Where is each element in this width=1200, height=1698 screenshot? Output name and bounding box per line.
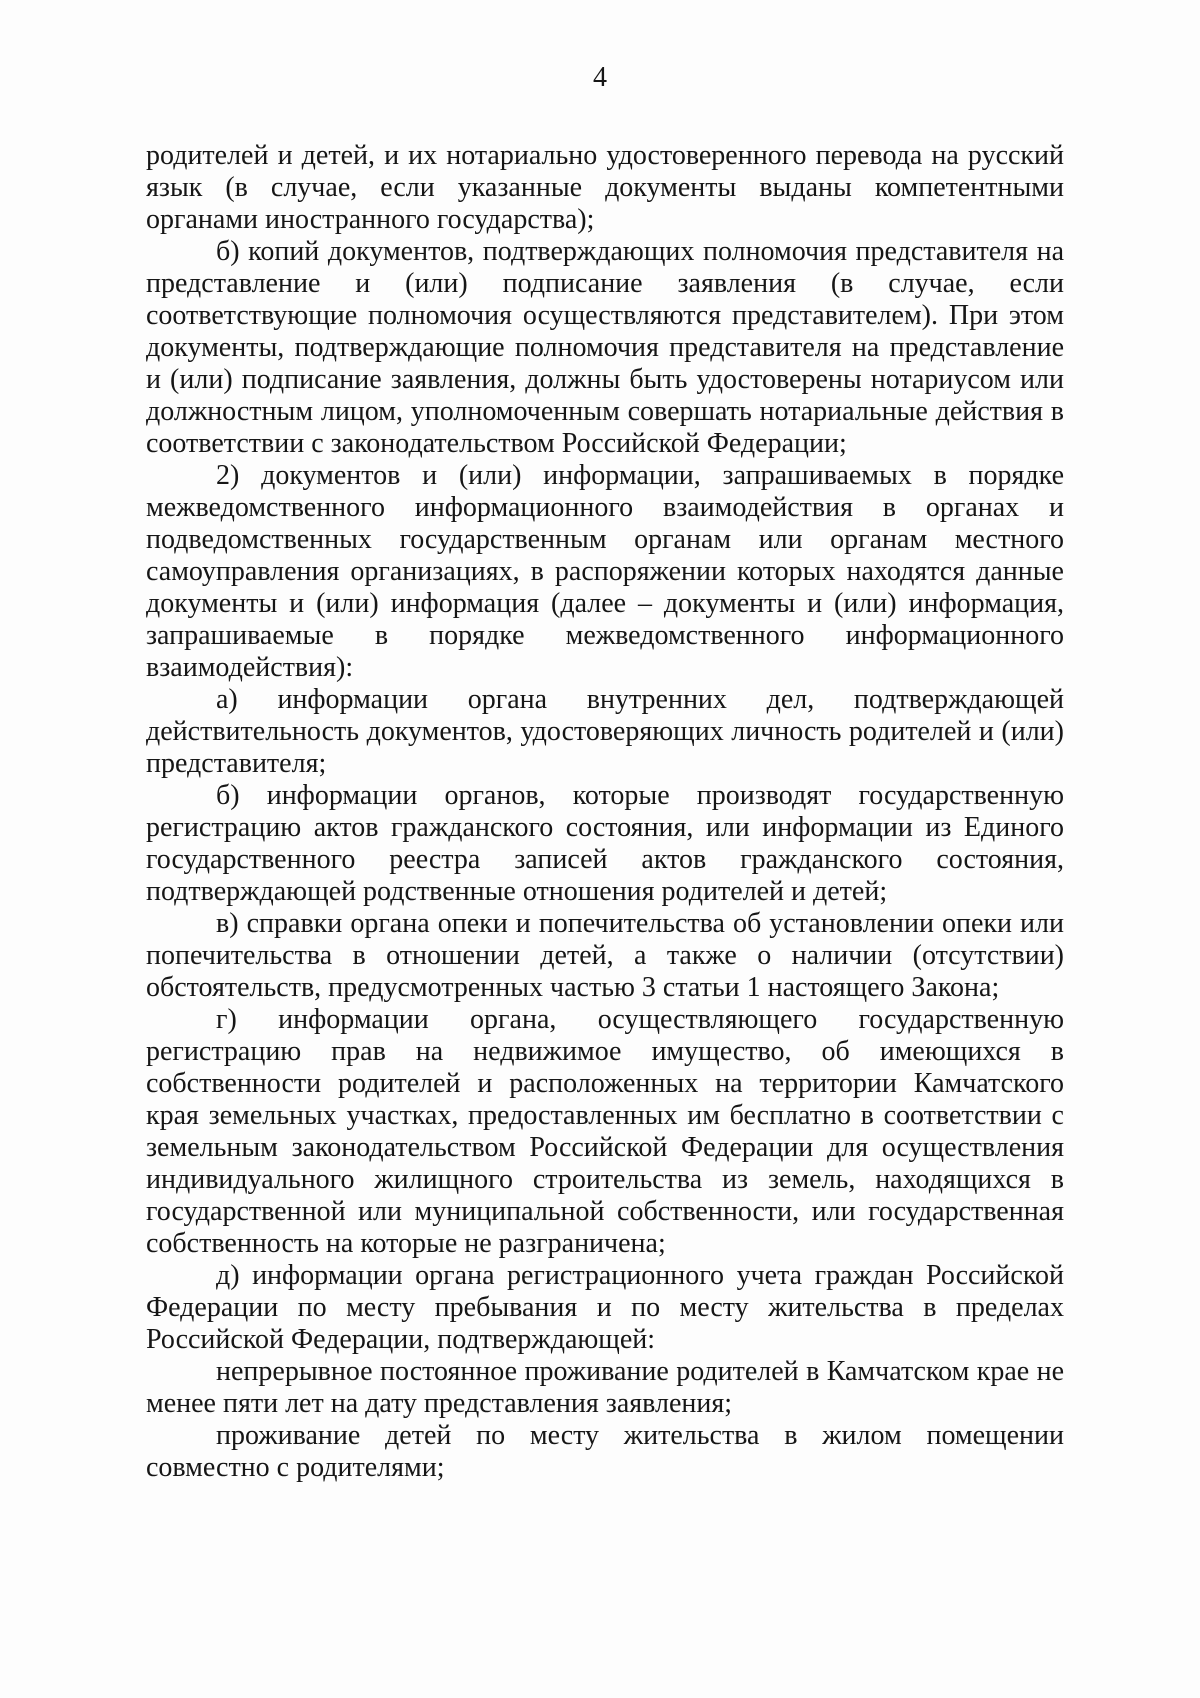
paragraph-item-2-interagency-documents: 2) документов и (или) информации, запрашиваемых в порядке межведомственного информационного взаимодействия в органах и подведомственных государственным органам или органам местного самоуправления организациях, в распоряжении которых находятся данные документы и (или) информация (далее – документы и (или) информация, запрашиваемые в порядке межведомственного информационного взаимодействия): bbox=[146, 460, 1064, 683]
paragraph-item-d-registration-accounting: д) информации органа регистрационного учета граждан Российской Федерации по месту пребывания и по месту жительства в пределах Российской Федерации, подтверждающей: bbox=[146, 1260, 1064, 1355]
paragraph-item-a-internal-affairs: а) информации органа внутренних дел, подтверждающей действительность документов, удостоверяющих личность родителей и (или) представителя; bbox=[146, 684, 1064, 779]
paragraph-item-g-property-registration: г) информации органа, осуществляющего государственную регистрацию прав на недвижимое имущество, об имеющихся в собственности родителей и расположенных на территории Камчатского края земельных участках, предоставленных им бесплатно в соответствии с земельным законодательством Российской Федерации для осуществления индивидуального жилищного строительства из земель, находящихся в государственной или муниципальной собственности, или государственная собственность на которые не разграничена; bbox=[146, 1004, 1064, 1259]
paragraph-children-residence: проживание детей по месту жительства в жилом помещении совместно с родителями; bbox=[146, 1420, 1064, 1483]
page-number: 4 bbox=[593, 62, 607, 93]
document-body bbox=[146, 140, 1064, 1484]
paragraph-continuation: родителей и детей, и их нотариально удостоверенного перевода на русский язык (в случае, если указанные документы выданы компетентными органами иностранного государства); bbox=[146, 140, 1064, 235]
paragraph-item-b-civil-registry: б) информации органов, которые производят государственную регистрацию актов гражданского состояния, или информации из Единого государственного реестра записей актов гражданского состояния, подтверждающей родственные отношения родителей и детей; bbox=[146, 780, 1064, 907]
paragraph-item-v-guardianship: в) справки органа опеки и попечительства об установлении опеки или попечительства в отношении детей, а также о наличии (отсутствии) обстоятельств, предусмотренных частью 3 статьи 1 настоящего Закона; bbox=[146, 908, 1064, 1003]
paragraph-item-b-representative-documents: б) копий документов, подтверждающих полномочия представителя на представление и (или) подписание заявления (в случае, если соответствующие полномочия осуществляются представителем). При этом документы, подтверждающие полномочия представителя на представление и (или) подписание заявления, должны быть удостоверены нотариусом или должностным лицом, уполномоченным совершать нотариальные действия в соответствии с законодательством Российской Федерации; bbox=[146, 236, 1064, 459]
paragraph-continuous-residence: непрерывное постоянное проживание родителей в Камчатском крае не менее пяти лет на дату представления заявления; bbox=[146, 1356, 1064, 1419]
